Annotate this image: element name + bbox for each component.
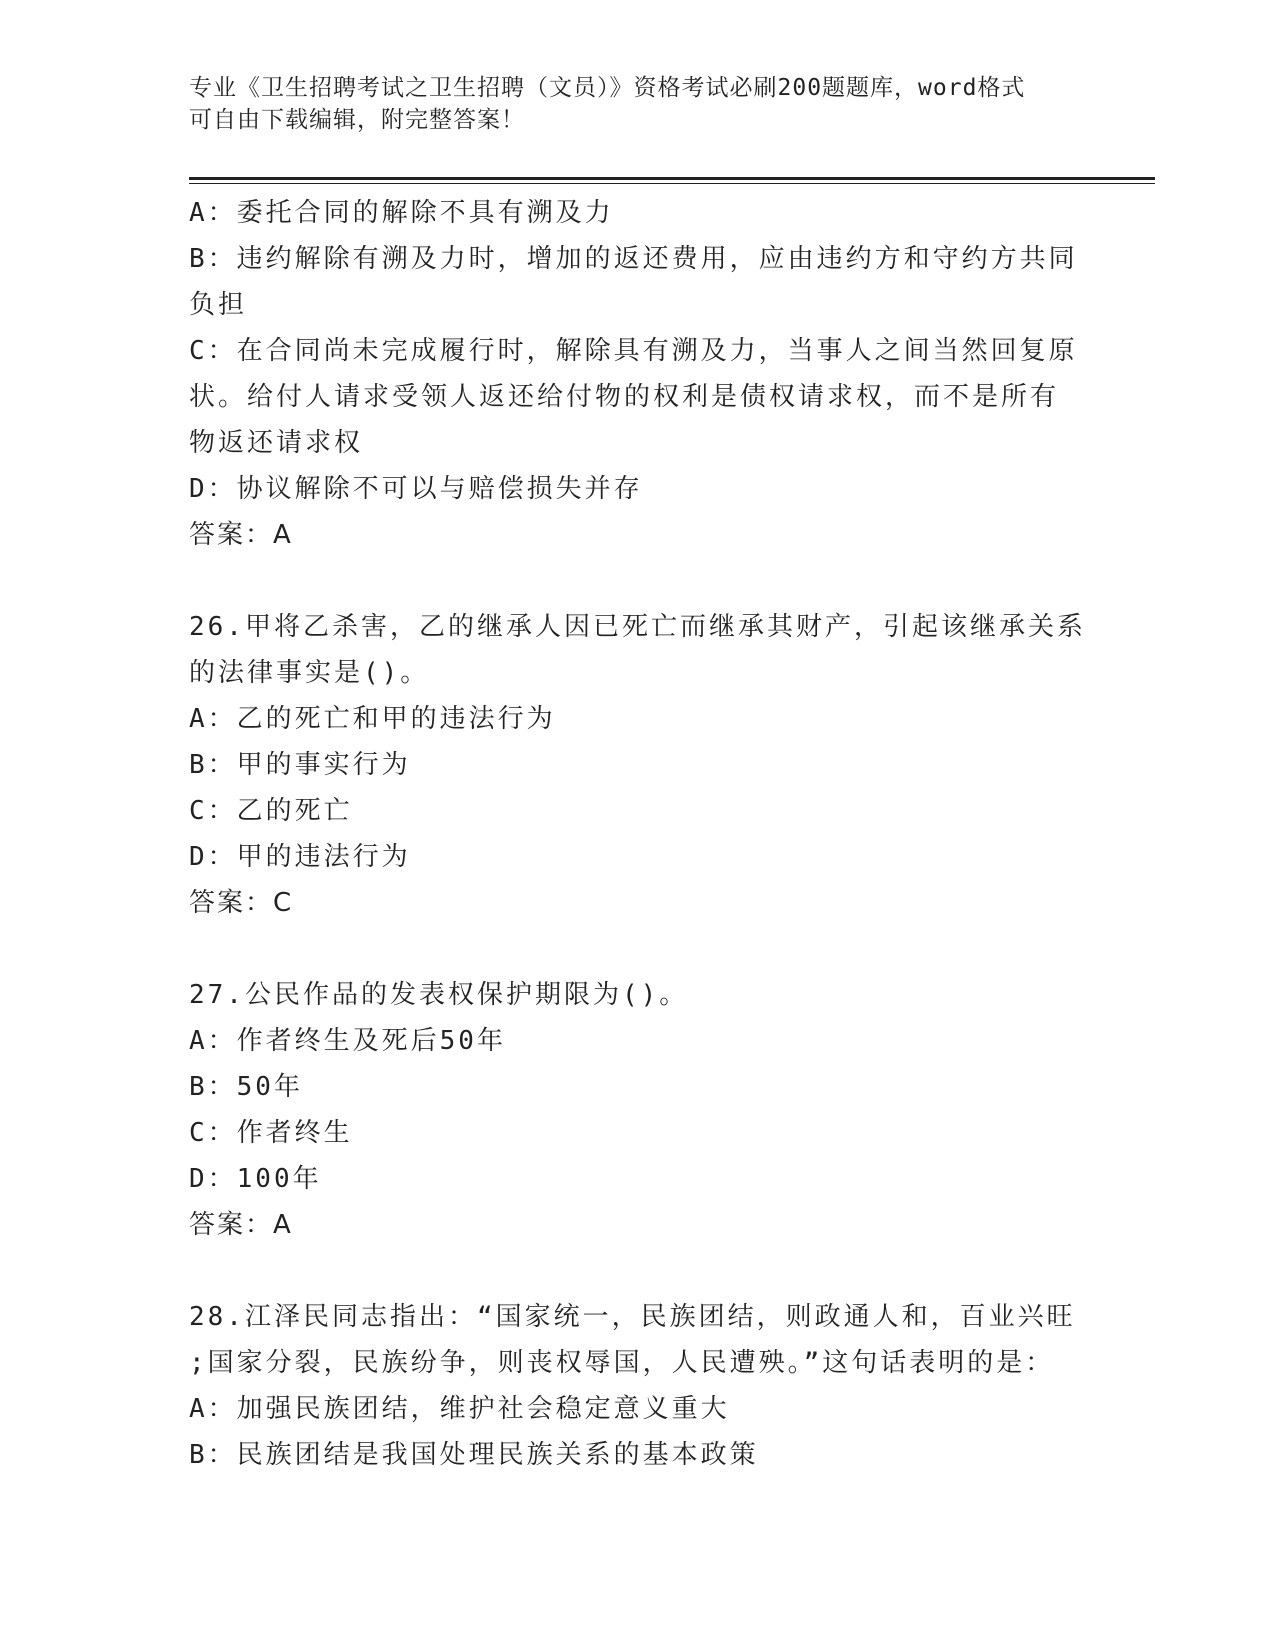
header-divider-thin [189, 183, 1155, 184]
spacer [189, 926, 1089, 972]
option-b-continued: 负担 [189, 290, 248, 320]
option-c: C：在合同尚未完成履行时，解除具有溯及力，当事人之间当然回复原 [189, 336, 1078, 366]
option-d: D：甲的违法行为 [189, 842, 411, 872]
option-c-continued: 物返还请求权 [189, 428, 364, 458]
spacer [189, 1248, 1089, 1294]
question-stem: 28.江泽民同志指出：“国家统一，民族团结，则政通人和，百业兴旺 [189, 1302, 1076, 1332]
answer-label: 答案：A [189, 1210, 293, 1240]
question-list [189, 190, 1089, 1478]
option-a: A：乙的死亡和甲的违法行为 [189, 704, 556, 734]
header-divider-thick [189, 177, 1155, 180]
option-c-continued: 状。给付人请求受领人返还给付物的权利是债权请求权，而不是所有 [189, 382, 1060, 412]
document-header [189, 72, 1069, 136]
spacer [189, 558, 1089, 604]
option-b: B：甲的事实行为 [189, 750, 411, 780]
question-26-block [189, 604, 1089, 926]
option-b: B：50年 [189, 1072, 303, 1102]
question-27-block [189, 972, 1089, 1248]
question-stem-continued: 的法律事实是()。 [189, 658, 430, 688]
option-a: A：委托合同的解除不具有溯及力 [189, 198, 614, 228]
option-b: B：民族团结是我国处理民族关系的基本政策 [189, 1440, 759, 1470]
question-25-block [189, 190, 1089, 558]
question-28-block [189, 1294, 1089, 1478]
header-title-line-2: 可自由下载编辑，附完整答案！ [189, 107, 525, 133]
option-c: C：乙的死亡 [189, 796, 353, 826]
question-stem-continued: ;国家分裂，民族纷争，则丧权辱国，人民遭殃。”这句话表明的是： [189, 1348, 1055, 1378]
option-d: D：100年 [189, 1164, 322, 1194]
option-a: A：作者终生及死后50年 [189, 1026, 506, 1056]
option-d: D：协议解除不可以与赔偿损失并存 [189, 474, 643, 504]
option-b: B：违约解除有溯及力时，增加的返还费用，应由违约方和守约方共同 [189, 244, 1078, 274]
option-c: C：作者终生 [189, 1118, 353, 1148]
option-a: A：加强民族团结，维护社会稳定意义重大 [189, 1394, 730, 1424]
header-title-line-1: 专业《卫生招聘考试之卫生招聘（文员）》资格考试必刷200题题库，word格式 [189, 75, 1026, 101]
question-stem: 27.公民作品的发表权保护期限为()。 [189, 980, 689, 1010]
answer-label: 答案：C [189, 888, 294, 918]
answer-label: 答案：A [189, 520, 293, 550]
question-stem: 26.甲将乙杀害，乙的继承人因已死亡而继承其财产，引起该继承关系 [189, 612, 1086, 642]
